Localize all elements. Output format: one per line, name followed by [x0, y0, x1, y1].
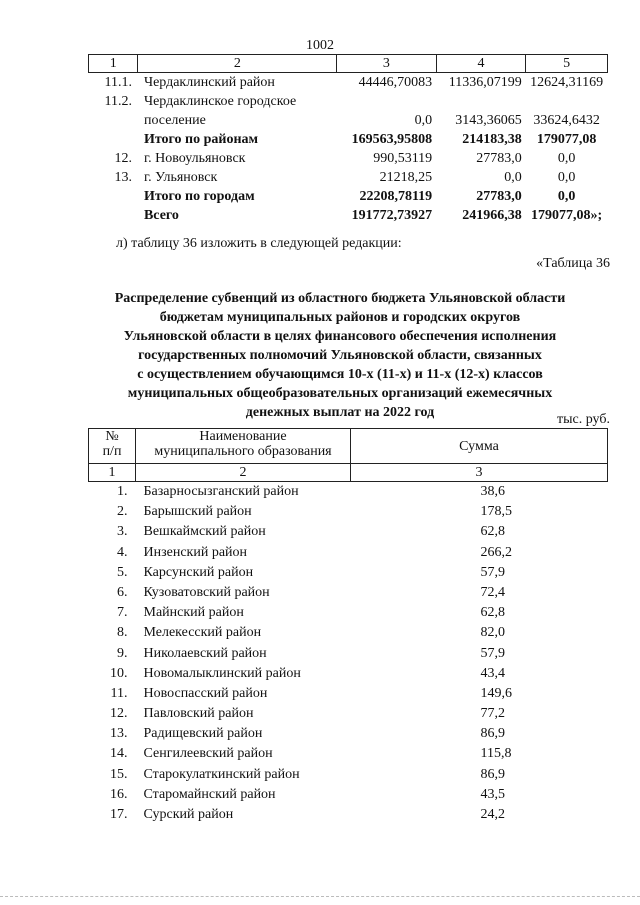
title-line: Ульяновской области в целях финансового обеспечения исполнения — [123, 329, 557, 344]
row-name: Радищевский район — [143, 726, 263, 742]
row-name: Мелекесский район — [143, 625, 262, 641]
top-table-row — [89, 187, 608, 206]
header-name-line: муниципального образования — [154, 444, 332, 459]
row-value-col5 — [526, 92, 608, 111]
row-value-col4: 27783,0 — [476, 189, 522, 204]
row-number: 2. — [117, 504, 128, 520]
table-row — [89, 704, 608, 724]
header-number-line: № — [105, 429, 119, 444]
table-reference: «Таблица 36 — [536, 256, 610, 271]
row-value-col4: 214183,38 — [462, 132, 522, 147]
top-table-row — [89, 206, 608, 225]
row-sum: 82,0 — [480, 625, 505, 641]
top-table-row — [89, 73, 608, 93]
row-sum: 43,5 — [480, 786, 505, 802]
row-name: Новомалыклинский район — [143, 665, 301, 681]
row-name: Сурский район — [143, 807, 234, 822]
main-table-colnum-row — [89, 464, 608, 482]
top-table-header-cell: 4 — [436, 55, 526, 73]
row-number — [89, 130, 138, 149]
row-sum: 266,2 — [480, 544, 512, 560]
row-name: Базарносызганский район — [143, 484, 299, 499]
table-row — [89, 684, 608, 704]
header-sum-cell: Сумма — [351, 429, 608, 464]
top-table-header-cell: 2 — [138, 55, 337, 73]
table-row — [89, 563, 608, 583]
row-number: 16. — [110, 786, 128, 802]
row-number: 15. — [110, 766, 128, 782]
row-sum: 62,8 — [480, 605, 505, 621]
row-number: 11.2. — [104, 94, 132, 109]
row-value-col3 — [337, 92, 437, 111]
row-name: Новоспасский район — [143, 685, 268, 701]
row-sum: 115,8 — [480, 746, 512, 762]
row-value-col4: 0,0 — [504, 170, 522, 185]
row-number: 11. — [110, 685, 128, 701]
row-name: Вешкаймский район — [143, 524, 266, 540]
top-table-row — [89, 149, 608, 168]
header-number-cell — [89, 429, 136, 464]
top-table-header-cell: 3 — [337, 55, 437, 73]
row-number: 12. — [110, 706, 128, 722]
main-table — [88, 428, 608, 825]
header-name-line: Наименование — [199, 429, 287, 444]
top-table-header-cell: 1 — [89, 55, 138, 73]
row-value-col3: 0,0 — [414, 113, 433, 128]
row-value-col3: 169563,95808 — [351, 132, 433, 147]
row-value-col3: 22208,78119 — [359, 189, 433, 204]
colnum-cell: 1 — [89, 464, 136, 482]
top-table-row — [89, 168, 608, 187]
row-sum: 24,2 — [480, 807, 505, 822]
row-number: 3. — [117, 524, 128, 540]
row-name: Всего — [143, 208, 179, 223]
colnum-cell: 3 — [351, 464, 608, 482]
amendment-note: л) таблицу 36 изложить в следующей редакции: — [116, 236, 402, 251]
title-line: государственных полномочий Ульяновской области, связанных — [138, 348, 542, 363]
row-value-col5: 0,0 — [557, 151, 576, 166]
row-value-col4: 11336,07199 — [448, 75, 522, 90]
row-name: Барышский район — [143, 504, 252, 520]
row-value-col5: 0,0 — [557, 170, 576, 185]
row-name: Старокулаткинский район — [143, 766, 300, 782]
table-title — [80, 289, 600, 422]
row-value-col4: 27783,0 — [476, 151, 522, 166]
top-table-row — [89, 111, 608, 130]
row-number: 17. — [110, 807, 128, 822]
top-table — [88, 54, 608, 225]
row-number: 4. — [117, 544, 128, 560]
row-number: 12. — [114, 151, 132, 166]
row-number: 9. — [117, 645, 128, 661]
row-value-col5: 0,0 — [557, 189, 576, 204]
row-name: Николаевский район — [143, 645, 267, 661]
row-number: 10. — [110, 665, 128, 681]
table-row — [89, 765, 608, 785]
bottom-scan-edge — [0, 896, 640, 897]
table-row — [89, 603, 608, 623]
row-name: Кузоватовский район — [143, 584, 270, 600]
row-number: 14. — [110, 746, 128, 762]
title-line: с осуществлением обучающимся 10-х (11-х) и 11-х (12-х) классов — [137, 367, 543, 382]
row-number: 8. — [117, 625, 128, 641]
row-name: поселение — [143, 113, 206, 128]
title-line: денежных выплат на 2022 год — [245, 405, 435, 420]
row-value-col5: 12624,31169 — [530, 75, 604, 90]
row-value-col4: 3143,36065 — [455, 113, 522, 128]
row-sum: 57,9 — [480, 645, 505, 661]
table-row — [89, 623, 608, 643]
table-row — [89, 543, 608, 563]
table-row — [89, 805, 608, 825]
row-sum: 149,6 — [480, 685, 512, 701]
row-sum: 38,6 — [480, 484, 505, 499]
row-sum: 57,9 — [480, 564, 505, 580]
table-row — [89, 664, 608, 684]
row-number: 1. — [117, 484, 128, 499]
top-table-row — [89, 130, 608, 149]
row-value-col3: 21218,25 — [379, 170, 433, 185]
row-name: Карсунский район — [143, 564, 254, 580]
row-name: Старомайнский район — [143, 786, 276, 802]
row-sum: 77,2 — [480, 706, 505, 722]
table-row — [89, 583, 608, 603]
row-name: Павловский район — [143, 706, 254, 722]
title-line: муниципальных общеобразовательных организаций ежемесячных — [127, 386, 553, 401]
row-name: Итого по городам — [143, 189, 255, 204]
row-number: 13. — [114, 170, 132, 185]
table-row — [89, 522, 608, 542]
row-sum: 72,4 — [480, 584, 505, 600]
top-table-header-cell: 5 — [526, 55, 608, 73]
row-sum: 43,4 — [480, 665, 505, 681]
row-name: Чердаклинское городское — [143, 94, 297, 109]
title-line: Распределение субвенций из областного бюджета Ульяновской области — [114, 291, 566, 306]
row-value-col3: 44446,70083 — [358, 75, 433, 90]
title-line: бюджетам муниципальных районов и городских округов — [159, 310, 521, 325]
row-value-col5: 33624,6432 — [533, 113, 600, 128]
table-row — [89, 744, 608, 764]
top-table-header-row — [89, 55, 608, 73]
row-value-col4 — [436, 92, 526, 111]
row-name: Чердаклинский район — [143, 75, 275, 90]
row-value-col4: 241966,38 — [462, 208, 522, 223]
table-row — [89, 482, 608, 503]
row-value-col5: 179077,08»; — [531, 208, 603, 223]
row-number: 6. — [117, 584, 128, 600]
table-row — [89, 785, 608, 805]
row-name: г. Новоульяновск — [143, 151, 246, 166]
row-number — [89, 111, 138, 130]
row-number: 11.1. — [104, 75, 132, 90]
row-name: Сенгилеевский район — [143, 746, 273, 762]
row-value-col3: 990,53119 — [373, 151, 433, 166]
row-name: Майнский район — [143, 605, 244, 621]
row-value-col3: 191772,73927 — [351, 208, 433, 223]
row-sum: 62,8 — [480, 524, 505, 540]
row-name: Инзенский район — [143, 544, 248, 560]
header-name-cell — [136, 429, 351, 464]
row-sum: 86,9 — [480, 726, 505, 742]
row-sum: 178,5 — [480, 504, 512, 520]
table-row — [89, 502, 608, 522]
row-number: 5. — [117, 564, 128, 580]
row-value-col5: 179077,08 — [536, 132, 597, 147]
row-sum: 86,9 — [480, 766, 505, 782]
top-table-row — [89, 92, 608, 111]
row-name: Итого по районам — [143, 132, 259, 147]
main-table-header-row — [89, 429, 608, 464]
row-number: 13. — [110, 726, 128, 742]
table-row — [89, 724, 608, 744]
row-number — [89, 206, 138, 225]
page-number: 1002 — [306, 38, 334, 53]
colnum-cell: 2 — [136, 464, 351, 482]
row-number: 7. — [117, 605, 128, 621]
table-row — [89, 644, 608, 664]
unit-label: тыс. руб. — [557, 412, 610, 427]
header-number-line: п/п — [102, 444, 122, 459]
row-name: г. Ульяновск — [143, 170, 218, 185]
row-number — [89, 187, 138, 206]
